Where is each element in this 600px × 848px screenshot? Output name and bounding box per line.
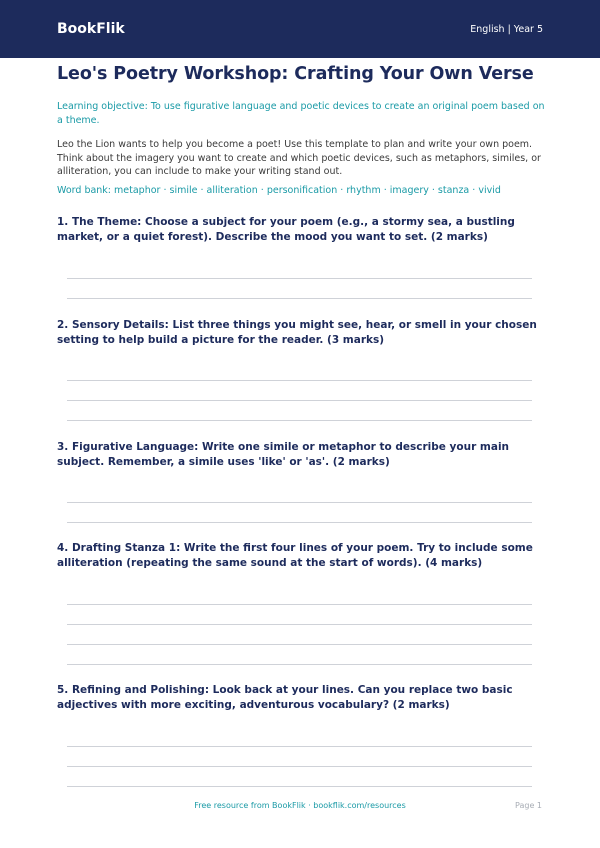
answer-line[interactable] [67,298,532,299]
footer-credit[interactable]: Free resource from BookFlik · bookflik.com/resources [194,801,406,810]
question-4: 4. Drafting Stanza 1: Write the first four lines of your poem. Try to include some alliteration (repeating the same sound at the start of words). (4 marks) [57,542,533,569]
answer-line[interactable] [67,766,532,767]
answer-line[interactable] [67,420,532,421]
answer-line[interactable] [67,786,532,787]
question-3: 3. Figurative Language: Write one simile or metaphor to describe your main subject. Remember, a simile uses 'like' or 'as'. (2 marks) [57,441,510,468]
answer-line[interactable] [67,604,532,605]
answer-line[interactable] [67,400,532,401]
question-2: 2. Sensory Details: List three things you might see, hear, or smell in your chosen setting to help build a picture for the reader. (3 marks) [57,319,537,346]
answer-line[interactable] [67,746,532,747]
page-number: Page 1 [515,801,542,810]
answer-line[interactable] [67,502,532,503]
brand-logo[interactable]: BookFlik [57,21,125,37]
answer-line[interactable] [67,278,532,279]
header-bar [0,0,600,58]
answer-line[interactable] [67,624,532,625]
subject-year-label: English | Year 5 [470,23,543,35]
answer-line[interactable] [67,664,532,665]
answer-line[interactable] [67,522,532,523]
answer-line[interactable] [67,380,532,381]
answer-line[interactable] [67,644,532,645]
word-bank: Word bank: metaphor · simile · alliteration · personification · rhythm · imagery · stanza · vivid [57,185,501,196]
intro-paragraph: Leo the Lion wants to help you become a poet! Use this template to plan and write your own poem. Think about the imagery you want to create and which poetic devices, such as metaphors, similes, or alliteration, you can include to make your writing stand out. [57,139,541,177]
question-1: 1. The Theme: Choose a subject for your poem (e.g., a stormy sea, a bustling market, or a quiet forest). Describe the mood you want to set. (2 marks) [57,216,515,243]
page-title: Leo's Poetry Workshop: Crafting Your Own Verse [57,64,534,84]
question-5: 5. Refining and Polishing: Look back at your lines. Can you replace two basic adjectives with more exciting, adventurous vocabulary? (2 marks) [57,684,513,711]
learning-objective: Learning objective: To use figurative language and poetic devices to create an original poem based on a theme. [57,101,545,126]
